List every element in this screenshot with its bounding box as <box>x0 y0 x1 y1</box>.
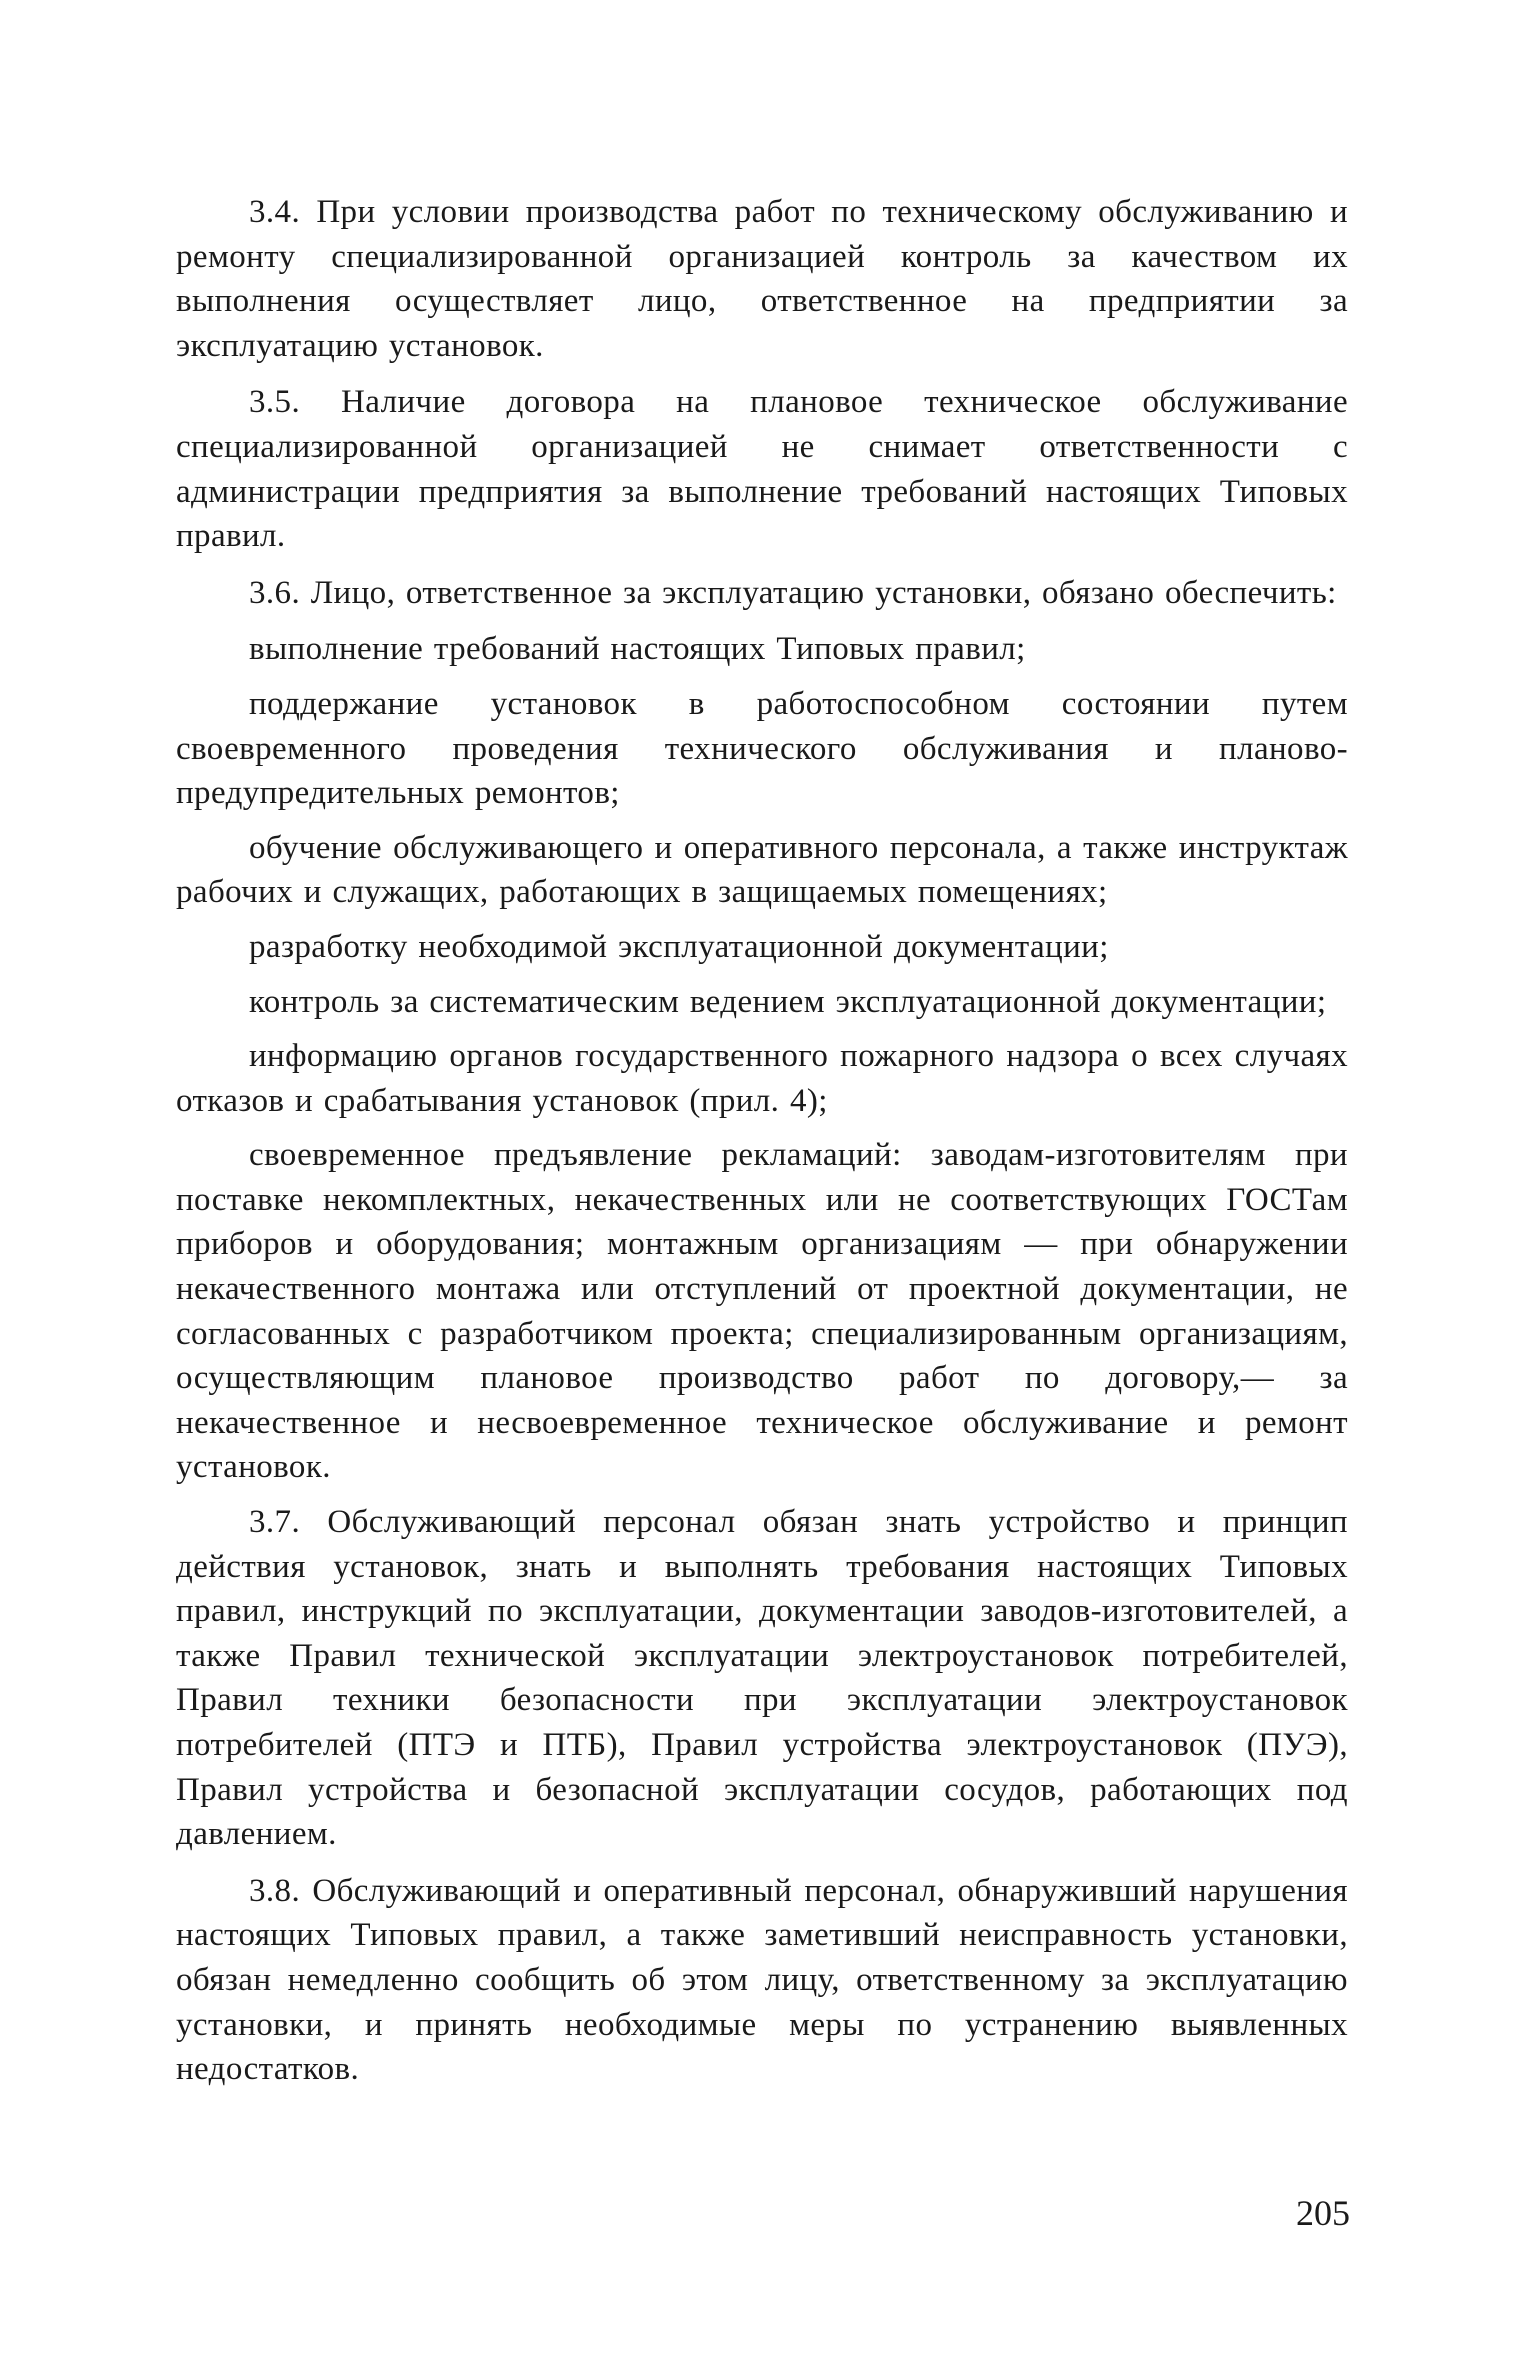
paragraph-text: Обслуживающий персонал обязан знать устройство и принцип действия установок, знать и выполнять требования настоящих Типовых правил, инструкций по эксплуатации, документации заводов-изготовителей, а также Правил технической эксплуатации электроустановок потребителей, Правил техники безопасности при эксплуатации электроустановок потребителей (ПТЭ и ПТБ), Правил устройства электроустановок (ПУЭ), Правил устройства и безопасной эксплуатации сосудов, работающих под давлением. <box>176 1504 1348 1853</box>
list-item <box>176 1034 1348 1123</box>
list-item-text: контроль за систематическим ведением эксплуатационной документации; <box>249 983 1327 1020</box>
list-item <box>176 1133 1348 1490</box>
list-item <box>176 925 1348 970</box>
paragraph-3-4 <box>176 190 1348 368</box>
paragraph-3-8 <box>176 1869 1348 2092</box>
list-item-text: своевременное предъявление рекламаций: заводам-изготовителям при поставке некомплектных, некачественных или не соответствующих ГОСТам приборов и оборудования; монтажным организациям — при обнаружении некачественного монтажа или отступлений от проектной документации, не согласованных с разработчиком проекта; специализированным организациям, осуществляющим плановое производство работ по договору,— за некачественное и несвоевременное техническое обслуживание и ремонт установок. <box>176 1137 1348 1486</box>
paragraph-text: Наличие договора на плановое техническое обслуживание специализированной организацией не снимает ответственности с администрации предприятия за выполнение требований настоящих Типовых правил. <box>176 384 1349 555</box>
paragraph-3-5 <box>176 380 1348 558</box>
list-item-text: информацию органов государственного пожарного надзора о всех случаях отказов и срабатывания установок (прил. 4); <box>176 1038 1348 1119</box>
list-item-text: поддержание установок в работоспособном состоянии путем своевременного проведения технического обслуживания и планово-предупредительных ремонтов; <box>176 685 1348 812</box>
list-item <box>176 627 1348 672</box>
paragraph-3-7 <box>176 1500 1348 1857</box>
section-number: 3.7. <box>249 1504 301 1541</box>
paragraph-text: Лицо, ответственное за эксплуатацию установки, обязано обеспечить: <box>310 574 1337 611</box>
section-number: 3.6. <box>249 574 301 611</box>
paragraph-text: Обслуживающий и оперативный персонал, обнаруживший нарушения настоящих Типовых правил, а также заметивший неисправность установки, обязан немедленно сообщить об этом лицу, ответственному за эксплуатацию установки, и принять необходимые меры по устранению выявленных недостатков. <box>176 1872 1348 2088</box>
list-item-text: обучение обслуживающего и оперативного персонала, а также инструктаж рабочих и служащих, работающих в защищаемых помещениях; <box>176 829 1348 911</box>
list-item-text: разработку необходимой эксплуатационной документации; <box>249 928 1109 965</box>
list-item <box>176 826 1348 915</box>
section-number: 3.5. <box>249 384 301 421</box>
section-number: 3.8. <box>249 1872 301 1909</box>
list-item <box>176 980 1348 1025</box>
page-number: 205 <box>1296 2193 1350 2233</box>
body-text <box>176 190 1348 2104</box>
list-item <box>176 682 1348 816</box>
paragraph-3-6 <box>176 571 1348 616</box>
section-number: 3.4. <box>249 194 301 230</box>
paragraph-text: При условии производства работ по техническому обслуживанию и ремонту специализированной организацией контроль за качеством их выполнения осуществляет лицо, ответственное на предприятии за эксплуатацию установок. <box>176 194 1349 364</box>
list-item-text: выполнение требований настоящих Типовых правил; <box>249 631 1026 668</box>
